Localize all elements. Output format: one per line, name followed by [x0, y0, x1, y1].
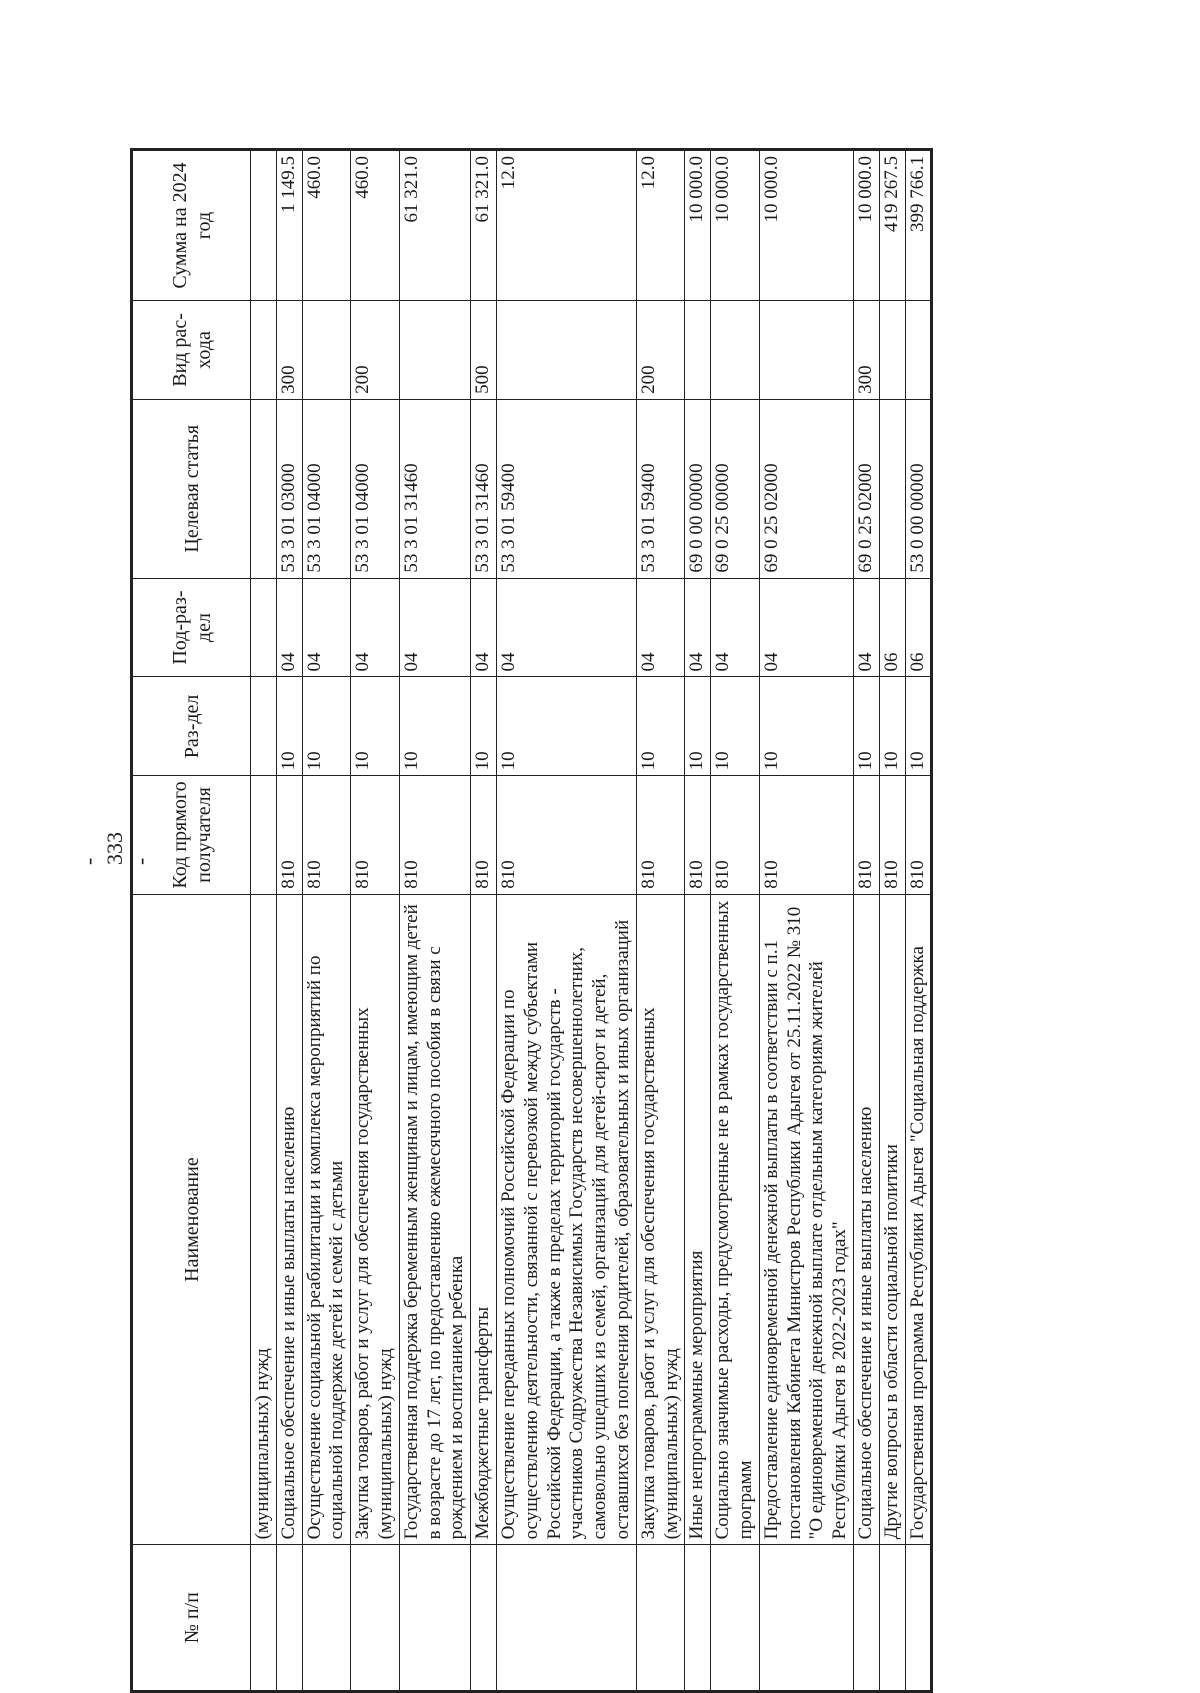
cell-type [905, 301, 932, 400]
cell-section: 10 [399, 677, 470, 776]
table-row [905, 150, 932, 1692]
cell-target: 69 0 25 02000 [759, 399, 853, 578]
cell-section: 10 [879, 677, 905, 776]
cell-target: 53 0 00 00000 [905, 399, 932, 578]
cell-target: 53 3 01 04000 [351, 399, 400, 578]
cell-sum: 460.0 [351, 150, 400, 301]
cell-target: 53 3 01 59400 [496, 399, 636, 578]
cell-target [251, 399, 277, 578]
cell-target: 53 3 01 31460 [399, 399, 470, 578]
cell-subsection: 04 [276, 578, 302, 677]
cell-name: Социально значимые расходы, предусмотренные не в рамках государственных программ [711, 894, 760, 1545]
header-type: Вид рас-хода [132, 301, 251, 400]
header-subsection: Под-раз-дел [132, 578, 251, 677]
cell-section: 10 [853, 677, 879, 776]
cell-num [276, 1545, 302, 1692]
table-header-row [132, 150, 251, 1692]
budget-table [130, 148, 933, 1693]
cell-sum: 61 321.0 [471, 150, 497, 301]
cell-num [496, 1545, 636, 1692]
table-row [276, 150, 302, 1692]
cell-subsection: 06 [879, 578, 905, 677]
cell-type: 300 [853, 301, 879, 400]
cell-type [302, 301, 351, 400]
cell-section: 10 [711, 677, 760, 776]
cell-subsection [251, 578, 277, 677]
cell-code: 810 [879, 776, 905, 894]
cell-num [879, 1545, 905, 1692]
cell-section: 10 [905, 677, 932, 776]
cell-num [351, 1545, 400, 1692]
cell-code: 810 [351, 776, 400, 894]
cell-code: 810 [496, 776, 636, 894]
cell-section: 10 [302, 677, 351, 776]
cell-section: 10 [636, 677, 685, 776]
cell-section: 10 [496, 677, 636, 776]
table-row [302, 150, 351, 1692]
cell-subsection: 04 [711, 578, 760, 677]
header-target: Целевая статья [132, 399, 251, 578]
cell-num [853, 1545, 879, 1692]
rotated-page-wrapper [130, 148, 1050, 1693]
table-row [879, 150, 905, 1692]
cell-target: 53 3 01 59400 [636, 399, 685, 578]
cell-target: 69 0 25 02000 [853, 399, 879, 578]
table-row [636, 150, 685, 1692]
cell-num [759, 1545, 853, 1692]
cell-name: Предоставление единовременной денежной выплаты в соответствии с п.1 постановления Кабинета Министров Республики Адыгея от 25.11.2022 № 310 "О единовременной денежной выплате отдельным категориям жителей Республики Адыгея в 2022-2023 годах" [759, 894, 853, 1545]
cell-name: Государственная программа Республики Адыгея "Социальная поддержка [905, 894, 932, 1545]
cell-subsection: 04 [496, 578, 636, 677]
cell-sum: 10 000.0 [853, 150, 879, 301]
cell-subsection: 04 [351, 578, 400, 677]
cell-sum: 12.0 [636, 150, 685, 301]
cell-code: 810 [759, 776, 853, 894]
cell-type [711, 301, 760, 400]
cell-name: Иные непрограммные мероприятия [685, 894, 711, 1545]
cell-section: 10 [471, 677, 497, 776]
cell-type: 200 [351, 301, 400, 400]
table-row [853, 150, 879, 1692]
table-row [496, 150, 636, 1692]
cell-subsection: 04 [399, 578, 470, 677]
cell-type [251, 301, 277, 400]
header-num: № п/п [132, 1545, 251, 1692]
cell-sum: 399 766.1 [905, 150, 932, 301]
table-row [759, 150, 853, 1692]
cell-num [685, 1545, 711, 1692]
cell-code: 810 [905, 776, 932, 894]
cell-sum: 10 000.0 [711, 150, 760, 301]
cell-code: 810 [685, 776, 711, 894]
cell-num [636, 1545, 685, 1692]
cell-section: 10 [276, 677, 302, 776]
cell-name: Закупка товаров, работ и услуг для обеспечения государственных (муниципальных) нужд [636, 894, 685, 1545]
cell-target: 53 3 01 03000 [276, 399, 302, 578]
cell-type [496, 301, 636, 400]
cell-type: 500 [471, 301, 497, 400]
cell-type [759, 301, 853, 400]
cell-sum: 12.0 [496, 150, 636, 301]
cell-code: 810 [853, 776, 879, 894]
cell-subsection: 04 [471, 578, 497, 677]
cell-subsection: 04 [636, 578, 685, 677]
rotated-table-container [130, 148, 1050, 1693]
cell-name: (муниципальных) нужд [251, 894, 277, 1545]
table-row [711, 150, 760, 1692]
cell-subsection: 04 [685, 578, 711, 677]
cell-subsection: 06 [905, 578, 932, 677]
header-section: Раз-дел [132, 677, 251, 776]
cell-subsection: 04 [853, 578, 879, 677]
cell-sum: 61 321.0 [399, 150, 470, 301]
table-body [251, 150, 932, 1692]
cell-subsection: 04 [302, 578, 351, 677]
cell-section [251, 677, 277, 776]
table-row [399, 150, 470, 1692]
cell-code: 810 [302, 776, 351, 894]
cell-num [905, 1545, 932, 1692]
cell-target: 53 3 01 04000 [302, 399, 351, 578]
header-sum: Сумма на 2024 год [132, 150, 251, 301]
cell-type [879, 301, 905, 400]
cell-code [251, 776, 277, 894]
cell-name: Осуществление переданных полномочий Российской Федерации по осуществлению деятельности, связанной с перевозкой между субъектами Российской Федерации, а также в пределах территорий государств - участников Содружества Независимых Государств несовершеннолетних, самовольно ушедших из семей, организаций для детей-сирот и детей, оставшихся без попечения родителей, образовательных и иных организаций [496, 894, 636, 1545]
header-name: Наименование [132, 894, 251, 1545]
cell-sum [251, 150, 277, 301]
header-code: Код прямого получателя [132, 776, 251, 894]
cell-type: 300 [276, 301, 302, 400]
cell-sum: 10 000.0 [759, 150, 853, 301]
cell-num [711, 1545, 760, 1692]
cell-target [879, 399, 905, 578]
table-row [251, 150, 277, 1692]
table-row [351, 150, 400, 1692]
cell-num [399, 1545, 470, 1692]
cell-sum: 1 149.5 [276, 150, 302, 301]
cell-target: 53 3 01 31460 [471, 399, 497, 578]
cell-name: Закупка товаров, работ и услуг для обеспечения государственных (муниципальных) нужд [351, 894, 400, 1545]
cell-name: Осуществление социальной реабилитации и комплекса мероприятий по социальной поддержке детей и семей с детьми [302, 894, 351, 1545]
table-row [471, 150, 497, 1692]
cell-num [251, 1545, 277, 1692]
cell-name: Государственная поддержка беременным женщинам и лицам, имеющим детей в возрасте до 17 лет, по предоставлению ежемесячного пособия в связи с рождением и воспитанием ребенка [399, 894, 470, 1545]
cell-type: 200 [636, 301, 685, 400]
cell-name: Социальное обеспечение и иные выплаты населению [276, 894, 302, 1545]
cell-code: 810 [471, 776, 497, 894]
cell-target: 69 0 00 00000 [685, 399, 711, 578]
cell-name: Другие вопросы в области социальной политики [879, 894, 905, 1545]
cell-section: 10 [759, 677, 853, 776]
cell-type [399, 301, 470, 400]
cell-type [685, 301, 711, 400]
cell-subsection: 04 [759, 578, 853, 677]
cell-num [471, 1545, 497, 1692]
cell-num [302, 1545, 351, 1692]
cell-section: 10 [351, 677, 400, 776]
cell-target: 69 0 25 00000 [711, 399, 760, 578]
cell-code: 810 [276, 776, 302, 894]
cell-code: 810 [399, 776, 470, 894]
cell-code: 810 [636, 776, 685, 894]
cell-sum: 10 000.0 [685, 150, 711, 301]
cell-sum: 419 267.5 [879, 150, 905, 301]
cell-sum: 460.0 [302, 150, 351, 301]
cell-name: Социальное обеспечение и иные выплаты населению [853, 894, 879, 1545]
cell-name: Межбюджетные трансферты [471, 894, 497, 1545]
cell-code: 810 [711, 776, 760, 894]
page-number: - 333 - [76, 832, 153, 865]
cell-section: 10 [685, 677, 711, 776]
table-row [685, 150, 711, 1692]
